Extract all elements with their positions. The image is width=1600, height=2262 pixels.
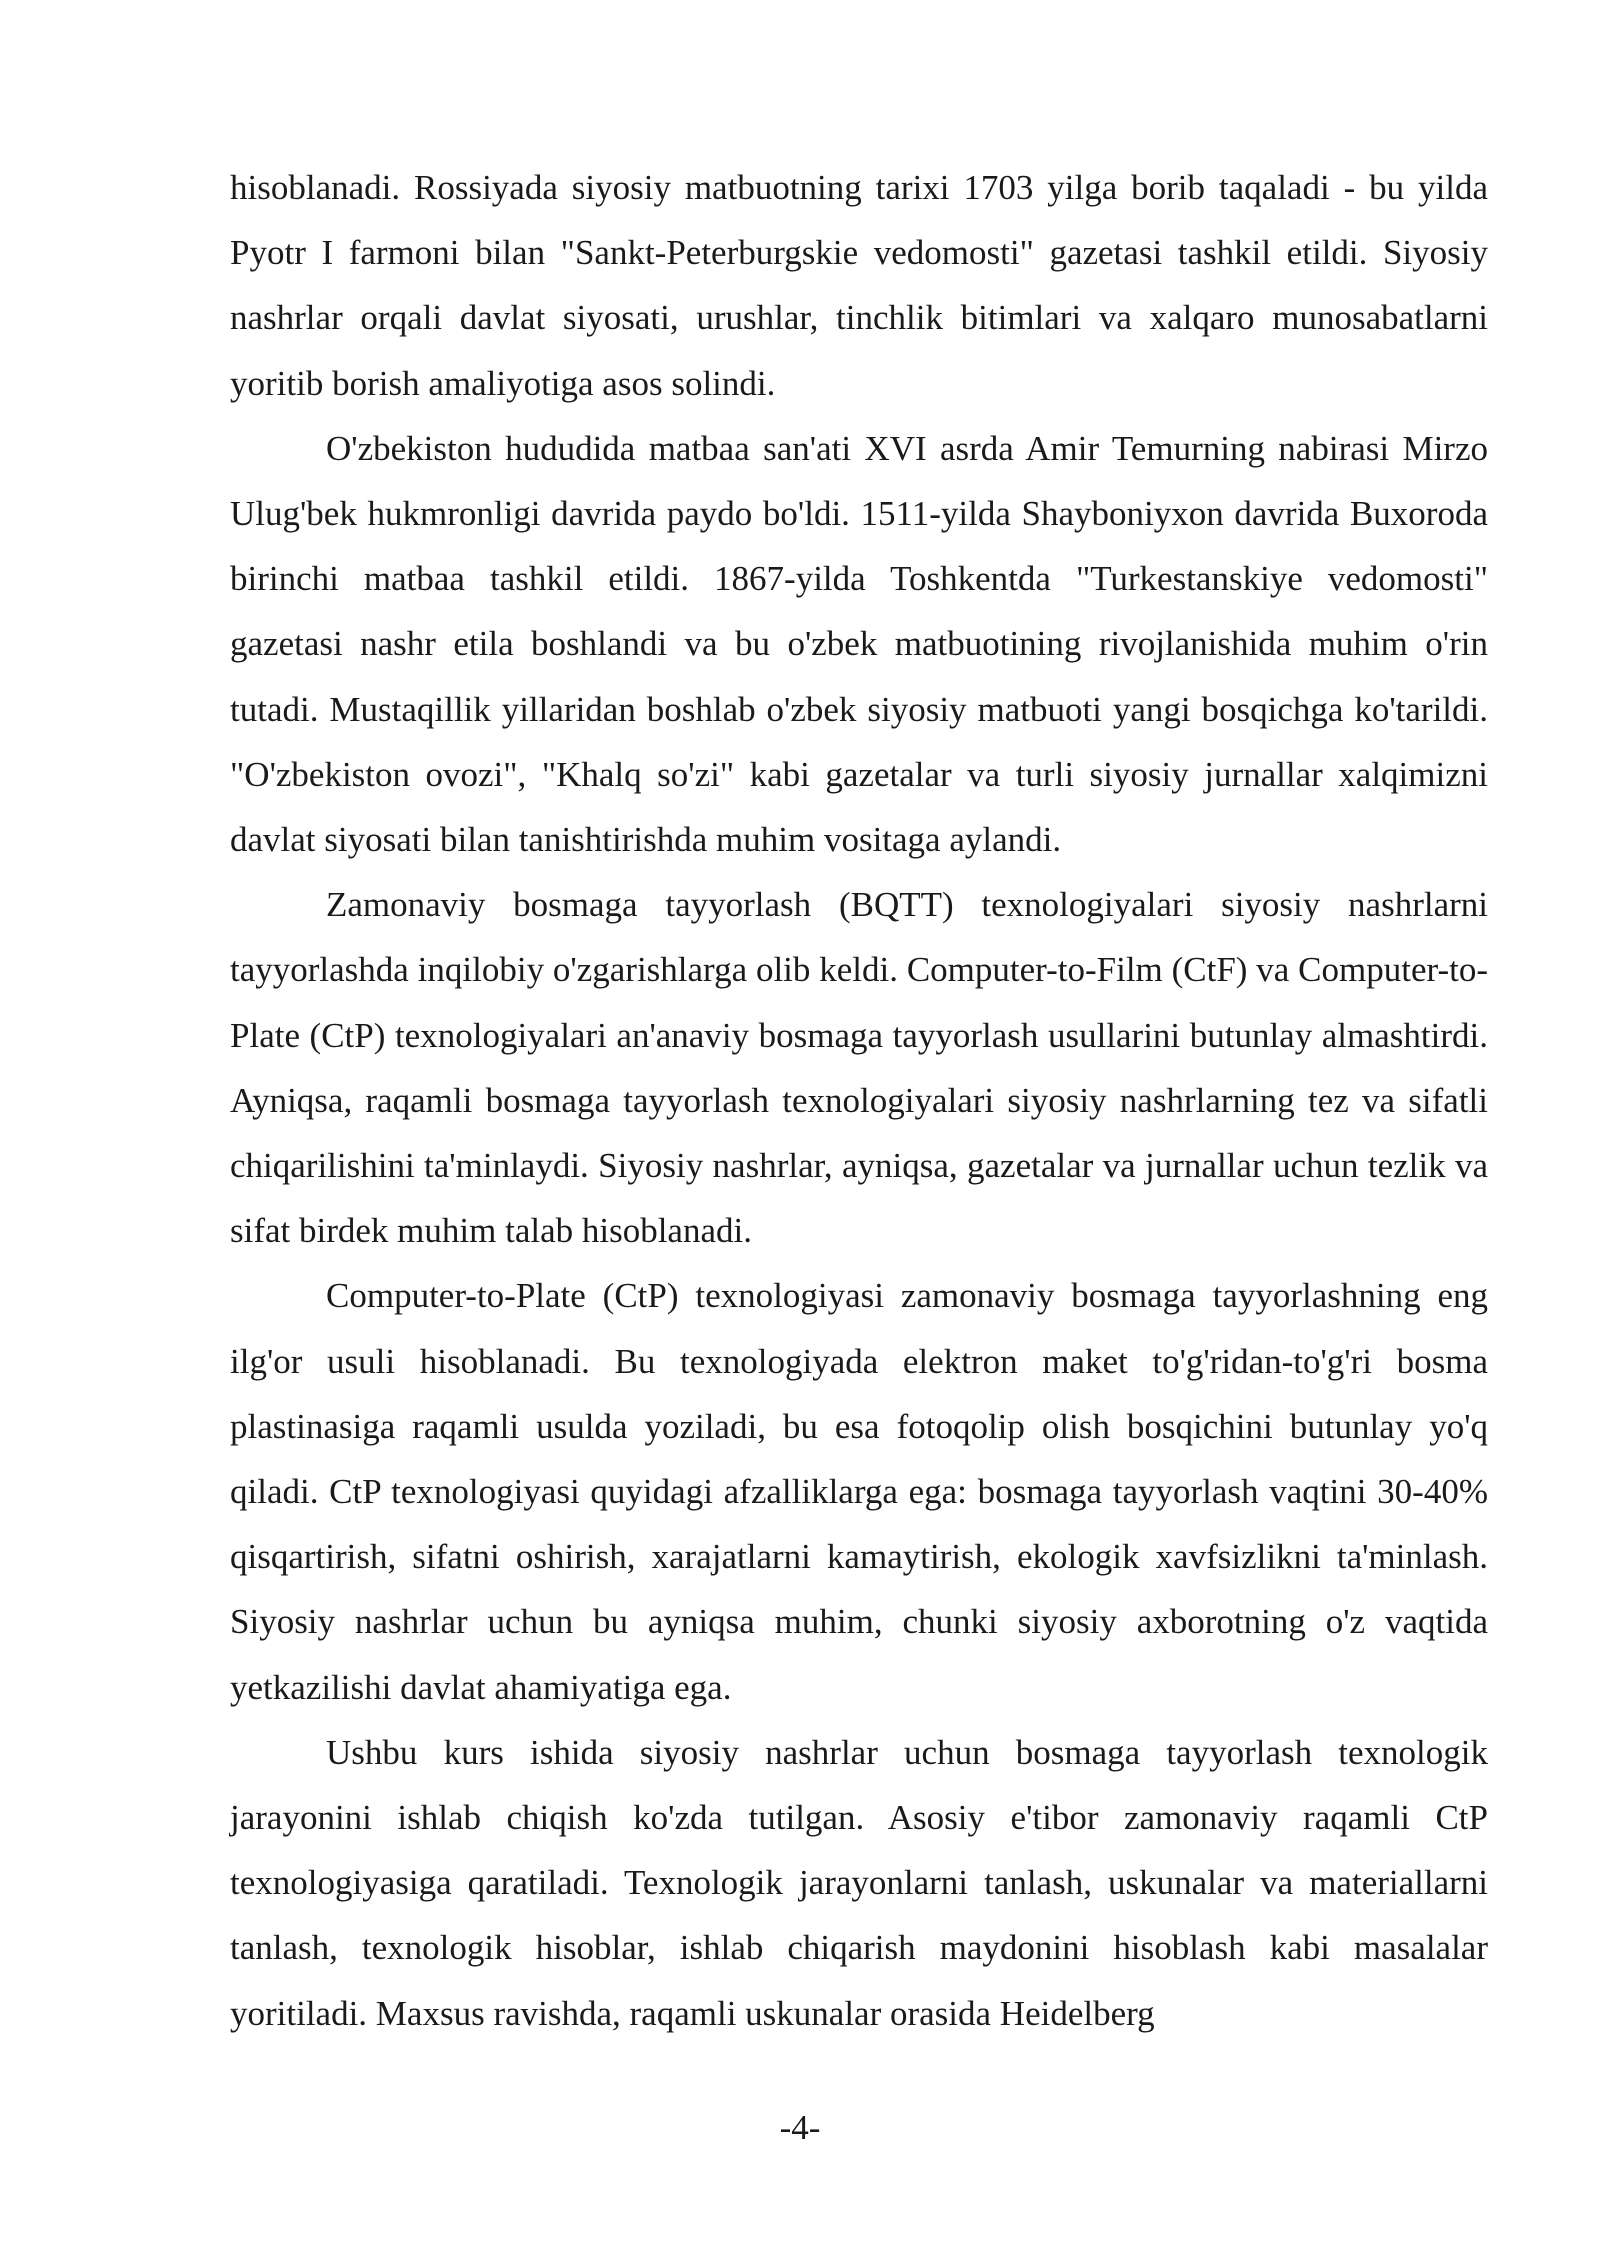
paragraph-5: Ushbu kurs ishida siyosiy nashrlar uchun bosmaga tayyorlash texnologik jarayonini ishlab chiqish ko'zda tutilgan. Asosiy e'tibor zamonaviy raqamli CtP texnologiyasiga qaratiladi. Texnologik jarayonlarni tanlash, uskunalar va materiallarni tanlash, texnologik hisoblar, ishlab chiqarish maydonini hisoblash kabi masalalar yoritiladi. Maxsus ravishda, raqamli uskunalar orasida Heidelberg	[230, 1732, 1488, 2033]
paragraph-1: hisoblanadi. Rossiyada siyosiy matbuotning tarixi 1703 yilga borib taqaladi - bu yilda Pyotr I farmoni bilan "Sankt-Peterburgskie vedomosti" gazetasi tashkil etildi. Siyosiy nashrlar orqali davlat siyosati, urushlar, tinchlik bitimlari va xalqaro munosabatlarni yoritib borish amaliyotiga asos solindi.	[230, 168, 1488, 403]
page-number: -4-	[779, 2108, 821, 2147]
paragraph-4: Computer-to-Plate (CtP) texnologiyasi zamonaviy bosmaga tayyorlashning eng ilg'or usuli hisoblanadi. Bu texnologiyada elektron maket to'g'ridan-to'g'ri bosma plastinasiga raqamli usulda yoziladi, bu esa fotoqolip olish bosqichini butunlay yo'q qiladi. CtP texnologiyasi quyidagi afzalliklarga ega: bosmaga tayyorlash vaqtini 30-40% qisqartirish, sifatni oshirish, xarajatlarni kamaytirish, ekologik xavfsizlikni ta'minlash. Siyosiy nashrlar uchun bu ayniqsa muhim, chunki siyosiy axborotning o'z vaqtida yetkazilishi davlat ahamiyatiga ega.	[230, 1276, 1488, 1707]
paragraph-2: O'zbekiston hududida matbaa san'ati XVI asrda Amir Temurning nabirasi Mirzo Ulug'bek hukmronligi davrida paydo bo'ldi. 1511-yilda Shayboniyxon davrida Buxoroda birinchi matbaa tashkil etildi. 1867-yilda Toshkentda "Turkestanskiye vedomosti" gazetasi nashr etila boshlandi va bu o'zbek matbuotining rivojlanishida muhim o'rin tutadi. Mustaqillik yillaridan boshlab o'zbek siyosiy matbuoti yangi bosqichga ko'tarildi. "O'zbekiston ovozi", "Khalq so'zi" kabi gazetalar va turli siyosiy jurnallar xalqimizni davlat siyosati bilan tanishtirishda muhim vositaga aylandi.	[230, 428, 1488, 860]
body-text	[230, 155, 1488, 2046]
paragraph-3: Zamonaviy bosmaga tayyorlash (BQTT) texnologiyalari siyosiy nashrlarni tayyorlashda inqilobiy o'zgarishlarga olib keldi. Computer-to-Film (CtF) va Computer-to-Plate (CtP) texnologiyalari an'anaviy bosmaga tayyorlash usullarini butunlay almashtirdi. Ayniqsa, raqamli bosmaga tayyorlash texnologiyalari siyosiy nashrlarning tez va sifatli chiqarilishini ta'minlaydi. Siyosiy nashrlar, ayniqsa, gazetalar va jurnallar uchun tezlik va sifat birdek muhim talab hisoblanadi.	[230, 885, 1488, 1251]
